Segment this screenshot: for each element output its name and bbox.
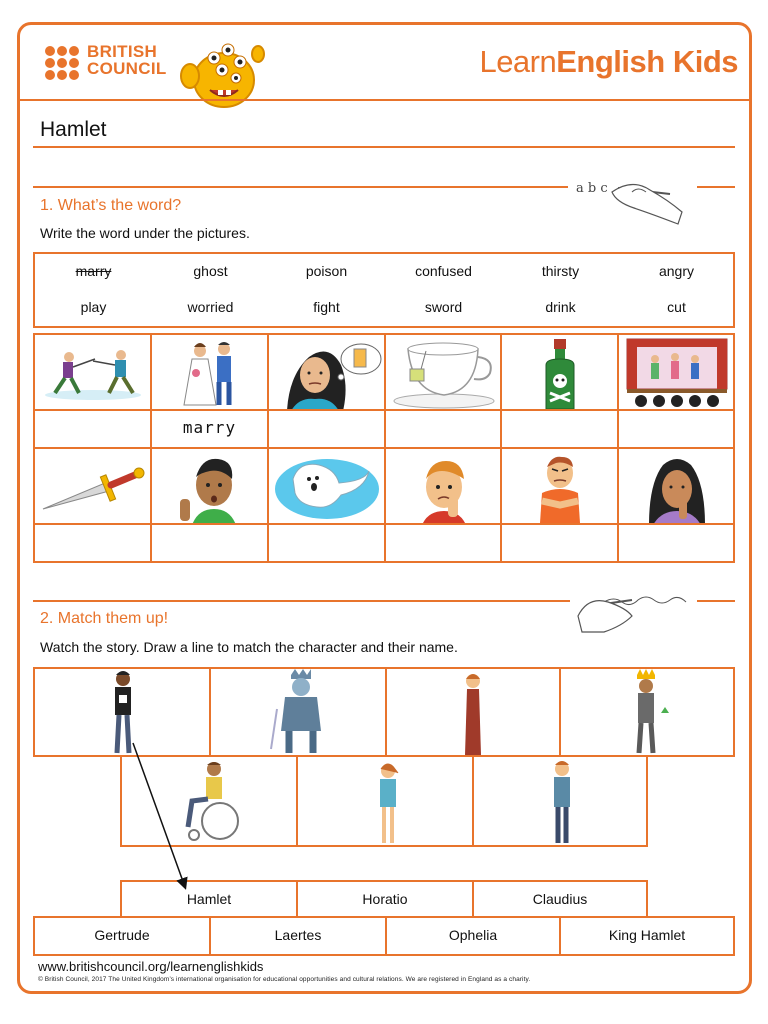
logo-line-1: BRITISH (87, 42, 158, 61)
name-box[interactable]: Laertes (209, 916, 387, 956)
answer-box[interactable] (384, 523, 503, 563)
section2-rule-end (697, 600, 735, 602)
ghost-icon (269, 449, 386, 525)
answer-box[interactable] (33, 409, 152, 449)
header-divider (20, 99, 749, 101)
british-council-logo (45, 43, 175, 83)
word-bank-item: ghost (193, 263, 228, 279)
answer-box[interactable] (33, 523, 152, 563)
character-ophelia-figure (298, 757, 474, 847)
character-card (472, 755, 648, 847)
character-card (209, 667, 387, 757)
theatre-stage-icon (619, 335, 735, 411)
word-bank-item: marry (75, 263, 112, 279)
section2-heading: 2. Match them up! (40, 610, 169, 627)
sword-icon (35, 449, 152, 525)
word-bank-item: thirsty (541, 263, 580, 279)
word-bank-item: poison (305, 263, 348, 279)
worried-boy-icon (386, 449, 503, 525)
word-bank-item: fight (313, 299, 340, 315)
section2-rule (33, 600, 570, 602)
footer-url: www.britishcouncil.org/learnenglishkids (38, 959, 264, 974)
answer-box[interactable] (617, 523, 735, 563)
confused-boy-icon (152, 449, 269, 525)
learnenglish-kids-logo: LearnEnglish Kids (479, 44, 738, 79)
name-box[interactable]: Hamlet (120, 880, 298, 918)
poison-bottle-icon (502, 335, 619, 411)
answer-box[interactable] (617, 409, 735, 449)
answer-box[interactable] (267, 523, 386, 563)
wedding-couple-icon (152, 335, 269, 411)
word-bank-item: worried (187, 299, 234, 315)
example-match-arrow (125, 735, 195, 895)
footer-copyright: © British Council, 2017 The United Kingdom’s international organisation for educational opportunities and cultural relations. We are registered in England as a charity. (38, 976, 531, 983)
answer-box[interactable] (500, 523, 619, 563)
picture-poison (500, 333, 619, 411)
girl-thinking-icon (619, 449, 735, 525)
answer-box[interactable] (267, 409, 386, 449)
name-box[interactable]: Gertrude (33, 916, 211, 956)
name-box[interactable]: Horatio (296, 880, 474, 918)
picture-thirsty (267, 333, 386, 411)
answer-box[interactable] (500, 409, 619, 449)
hand-letters: a b c (576, 181, 608, 196)
british-council-dots-icon (45, 46, 81, 82)
teacup-icon (386, 335, 503, 411)
section1-heading: 1. What’s the word? (40, 197, 182, 214)
word-bank-item: drink (545, 299, 576, 315)
character-king-ghost-figure (211, 669, 387, 757)
section1-rule-end (697, 186, 735, 188)
title-underline (33, 146, 735, 148)
picture-confused (150, 447, 269, 525)
example-answer: marry (182, 418, 237, 437)
writing-hand-icon (572, 172, 692, 228)
drawing-hand-icon (574, 586, 694, 638)
name-box[interactable]: King Hamlet (559, 916, 735, 956)
character-card (385, 667, 561, 757)
picture-drink (384, 333, 503, 411)
fencers-icon (35, 335, 152, 411)
picture-cut (617, 447, 735, 525)
answer-box-example[interactable] (150, 409, 269, 449)
character-card (296, 755, 474, 847)
name-box[interactable]: Ophelia (385, 916, 561, 956)
picture-ghost (267, 447, 386, 525)
section2-instruction: Watch the story. Draw a line to match the character and their name. (40, 639, 458, 655)
word-bank-item: sword (424, 299, 463, 315)
character-queen-figure (387, 669, 561, 757)
character-laertes-figure (474, 757, 648, 847)
word-bank-item: play (80, 299, 107, 315)
answer-box[interactable] (384, 409, 503, 449)
word-bank-item: angry (658, 263, 695, 279)
section1-rule (33, 186, 568, 188)
section1-instruction: Write the word under the pictures. (40, 225, 250, 241)
answer-box[interactable] (150, 523, 269, 563)
picture-sword (33, 447, 152, 525)
name-box[interactable]: Claudius (472, 880, 648, 918)
word-bank-item: cut (667, 299, 686, 315)
picture-worried (384, 447, 503, 525)
picture-fight (33, 333, 152, 411)
picture-angry (500, 447, 619, 525)
character-claudius-figure (561, 669, 735, 757)
page-title: Hamlet (40, 118, 107, 141)
character-card (559, 667, 735, 757)
angry-boy-icon (502, 449, 619, 525)
picture-marry (150, 333, 269, 411)
word-bank (33, 252, 735, 328)
logo-line-2: COUNCIL (87, 59, 167, 78)
picture-play (617, 333, 735, 411)
word-bank-item: confused (415, 263, 472, 279)
thirsty-woman-icon (269, 335, 386, 411)
